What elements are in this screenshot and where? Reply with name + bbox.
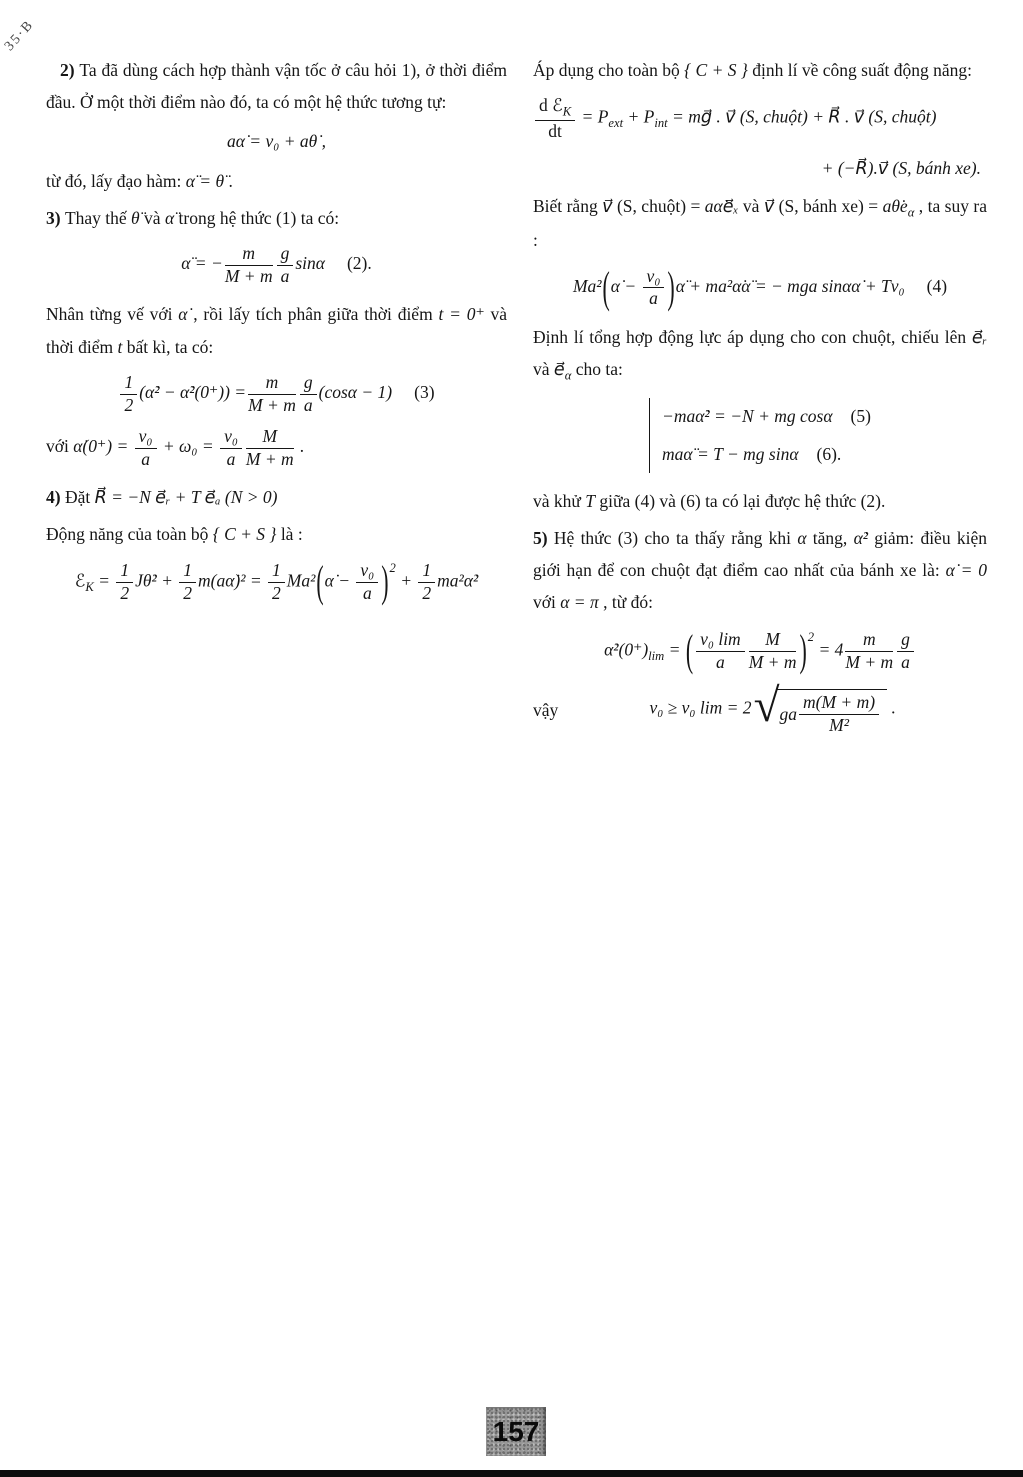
fraction [133, 427, 159, 469]
paragraph-text: (S, chuột) = [612, 195, 705, 216]
paragraph-text: (S, bánh xe) = [774, 195, 883, 216]
math-fragment: + [395, 570, 417, 591]
fraction [533, 96, 577, 141]
left-paren: ( [316, 557, 324, 607]
math-fragment: α̈ + ma²α̇α̈ = − mga sinαα̇ + Tv₀ [675, 275, 905, 296]
right-column [533, 54, 987, 748]
math-fragment: m(aα̇)² = [198, 570, 267, 591]
math-fragment: { C + S } [684, 60, 748, 80]
fraction-denominator: a [901, 651, 910, 672]
paragraph-text: , từ đó: [598, 592, 653, 613]
page-number-badge [486, 1407, 546, 1456]
math-fragment: e⃗ᵣ [971, 326, 987, 347]
fraction [177, 561, 198, 603]
equation-number: (6). [816, 443, 842, 464]
fraction-denominator: a [716, 651, 725, 672]
math-subscript: K [85, 580, 94, 595]
fraction [114, 561, 135, 603]
math-fragment: = mg⃗ . v⃗ (S, chuột) + R⃗ . v⃗ (S, chuột) [667, 106, 937, 127]
math-fragment: ga [779, 704, 797, 725]
paragraph-text: bất kì, ta có: [122, 336, 214, 357]
equation-body [558, 680, 987, 735]
fraction [298, 373, 319, 415]
corner-scan-artifact: 35·B [2, 17, 38, 55]
fraction-numerator: m [225, 244, 273, 266]
fraction-numerator: 1 [120, 373, 137, 395]
paragraph-text: và khử [533, 491, 586, 512]
math-fragment: α [797, 527, 807, 548]
paragraph-velocities [533, 190, 987, 257]
fraction [266, 561, 287, 603]
math-fragment: t [117, 336, 123, 357]
math-symbol: ℰ [74, 570, 86, 591]
fraction-denominator: 2 [422, 583, 432, 604]
paragraph-text: và [738, 195, 764, 216]
fraction-denominator: M + m [248, 394, 296, 415]
fraction-numerator: m [248, 373, 296, 395]
equation-initial-condition [46, 427, 507, 469]
equation-v0-conclusion [533, 680, 987, 735]
paragraph-text: . [224, 171, 233, 192]
fraction [118, 373, 139, 415]
equation-4 [533, 262, 987, 312]
text-fragment: với [46, 436, 74, 457]
page-number: 157 [492, 1415, 540, 1447]
paragraph-text: định lí về công suất động năng: [747, 60, 972, 80]
math-subscript: α [907, 205, 915, 220]
equation-number: (4) [926, 275, 948, 296]
paragraph-text: , ta suy ra : [533, 195, 987, 251]
right-paren: ) [667, 262, 675, 312]
paragraph-text: Hệ thức (3) cho ta thấy rằng khi [553, 527, 798, 548]
paragraph-text: Thay thế [64, 207, 132, 228]
paragraph-text: và [139, 207, 165, 228]
math-fragment: α̇ = 0 [945, 560, 987, 581]
paragraph-text: tăng, [806, 527, 854, 548]
math-fragment: θ̈ [131, 207, 140, 228]
math-expression: −maα̇² = −N + mg cosα [662, 406, 833, 427]
equation-2 [46, 244, 507, 286]
fraction-numerator: g [897, 630, 914, 652]
fraction [223, 244, 275, 286]
math-fragment: e⃗ [553, 359, 565, 380]
equation-velocity-composition [46, 129, 507, 154]
paragraph-text: trong hệ thức (1) ta có: [174, 207, 340, 228]
math-subscript: lim [648, 648, 665, 663]
paragraph-eliminate-T [533, 485, 987, 517]
equation-system-5-6 [533, 398, 987, 473]
fraction-numerator: v₀ [135, 427, 157, 449]
fraction-denominator: a [362, 583, 372, 604]
paragraph-power-theorem [533, 54, 987, 86]
fraction-denominator: a [280, 265, 290, 286]
equation-power-line2 [533, 154, 981, 182]
math-fragment: (cosα − 1) [318, 382, 393, 403]
paragraph-2 [46, 54, 507, 119]
item-number: 5) [533, 527, 554, 548]
fraction-denominator: M + m [245, 448, 294, 469]
paragraph-text: giảm: điều kiện giới hạn để con chuột đạt điểm cao nhất của bánh xe là: [533, 527, 987, 581]
math-fragment: Ma² [572, 275, 602, 296]
fraction [694, 630, 747, 672]
paragraph-text: Động năng của toàn bộ [46, 523, 213, 544]
paragraph-3 [46, 202, 507, 234]
math-expression: aα̇ = v₀ + aθ̇ , [226, 130, 326, 151]
math-symbol: ℰ [552, 95, 563, 116]
fraction-numerator: v₀ lim [696, 630, 745, 652]
text-fragment: vậy [533, 699, 559, 720]
fraction-numerator: M [246, 427, 294, 449]
left-paren: ( [685, 626, 694, 676]
fraction-denominator: M + m [748, 651, 797, 672]
math-subscript: int [654, 116, 668, 131]
math-fragment: ma²α̇² [437, 570, 479, 591]
fraction-denominator: 2 [124, 394, 134, 415]
paragraph-text: và [533, 359, 554, 380]
fraction [244, 427, 296, 469]
fraction [641, 267, 667, 309]
equation-kinetic-energy [46, 557, 507, 607]
paragraph-5 [533, 522, 987, 619]
fraction-denominator: M + m [845, 651, 894, 672]
fraction-denominator: M + m [224, 265, 273, 286]
paragraph-text: , rồi lấy tích phân giữa thời điểm [187, 304, 439, 325]
math-fragment: { C + S } [212, 523, 277, 544]
paragraph-text: và thời điểm [46, 304, 507, 357]
equation-limit [533, 626, 987, 676]
math-fragment: α = π [560, 592, 599, 613]
paragraph-text: là : [276, 523, 303, 544]
math-fragment: α̈ = − [181, 253, 223, 274]
math-symbol: P [597, 106, 609, 127]
math-fragment: α̈ = θ̈ [185, 171, 225, 192]
fraction-denominator: a [226, 448, 236, 469]
math-subscript: ext [608, 116, 624, 131]
math-fragment: sinα [295, 253, 325, 274]
paragraph-text: cho ta: [571, 359, 623, 380]
fraction-numerator: 1 [268, 561, 285, 583]
item-number: 3) [46, 207, 65, 228]
fraction-denominator: a [649, 288, 658, 309]
differential-d: d [539, 95, 553, 116]
math-expression: maα̈ = T − mg sinα [662, 443, 799, 464]
system-line-2 [662, 436, 871, 474]
math-fragment: aα̇e⃗ₓ [704, 195, 739, 216]
equation-number: (2). [346, 253, 372, 274]
math-fragment: (α̇² − α̇²(0⁺)) = [139, 382, 247, 403]
fraction [246, 373, 298, 415]
math-fragment: + (−R⃗).v⃗ (S, bánh xe). [821, 157, 981, 178]
paragraph-text: Đặt [64, 487, 95, 508]
fraction-numerator: v₀ [220, 427, 242, 449]
paragraph-kinetic-energy [46, 518, 507, 550]
fraction-numerator: 1 [418, 561, 435, 583]
math-fragment: = [93, 570, 115, 591]
math-fragment: + ω₀ = [158, 436, 219, 457]
square-root [753, 680, 888, 735]
math-fragment: α̇² [853, 527, 869, 548]
math-fragment: α̇ [178, 304, 188, 325]
math-fragment: v⃗ [763, 195, 775, 216]
paragraph-text: giữa (4) và (6) ta có lại được hệ thức (2). [595, 491, 886, 512]
paragraph-text: với [533, 592, 561, 613]
fraction-denominator: 2 [272, 583, 281, 604]
math-fragment: α̇²(0⁺) [604, 639, 649, 660]
math-fragment: = 4 [814, 639, 844, 660]
math-subscript: α [564, 368, 572, 383]
fraction [843, 630, 895, 672]
fraction-denominator: a [141, 448, 150, 469]
fraction [218, 427, 244, 469]
fraction-numerator: v₀ [643, 267, 665, 289]
paragraph-dynamics-theorem [533, 321, 987, 388]
paragraph-derivative [46, 165, 507, 197]
fraction-numerator: M [749, 630, 797, 652]
radical-sign: √ [753, 680, 780, 733]
math-fragment: Ma² [286, 570, 316, 591]
math-subscript: K [562, 104, 572, 119]
paragraph-4 [46, 481, 507, 513]
math-fragment: aθ̇e [882, 195, 908, 216]
paragraph-integrate [46, 298, 507, 363]
math-fragment: = [577, 106, 598, 127]
fraction-numerator: g [300, 373, 317, 395]
paragraph-text: từ đó, lấy đạo hàm: [46, 171, 186, 192]
paragraph-text: Ta đã dùng cách hợp thành vận tốc ở câu hỏi 1), ở thời điểm đầu. Ở một thời điểm nào đó, ta có một hệ thức tương tự: [46, 60, 508, 113]
fraction [747, 630, 799, 672]
math-fragment: v₀ ≥ v₀ lim = 2 [649, 698, 752, 719]
fraction [895, 630, 916, 672]
differential-dt: dt [548, 120, 562, 141]
paragraph-text: Định lí tổng hợp động lực áp dụng cho con chuột, chiếu lên [533, 326, 972, 347]
radicand [776, 689, 888, 735]
math-fragment: v⃗ [602, 195, 613, 216]
math-fragment: α̇ − [324, 570, 355, 591]
equation-3 [46, 373, 507, 415]
fraction [797, 693, 881, 735]
item-number: 2) [60, 60, 80, 80]
fraction-denominator: 2 [120, 583, 130, 604]
math-fragment: t = 0⁺ [438, 304, 485, 325]
system-line-1 [662, 398, 871, 436]
math-superscript: 2 [389, 561, 396, 576]
fraction-numerator: 1 [116, 561, 133, 583]
fraction-denominator [535, 121, 575, 142]
math-symbol: P [643, 106, 655, 127]
equation-system [649, 398, 871, 473]
math-superscript: 2 [807, 629, 815, 644]
fraction [275, 244, 296, 286]
fraction-denominator: a [303, 394, 313, 415]
right-paren: ) [799, 626, 807, 676]
equation-number: (3) [414, 382, 435, 403]
fraction-numerator: v₀ [356, 561, 378, 583]
paragraph-text: Nhân từng vế với [46, 304, 179, 325]
paragraph-text: Áp dụng cho toàn bộ [533, 60, 685, 80]
math-fragment: R⃗ = −N e⃗ᵣ + T e⃗ₐ (N > 0) [94, 487, 278, 508]
math-fragment: + [623, 106, 644, 127]
fraction-numerator: m(M + m) [799, 693, 879, 715]
math-fragment: α̈ [164, 207, 175, 228]
fraction [354, 561, 380, 603]
left-paren: ( [602, 262, 610, 312]
math-fragment: Jθ̇² + [135, 570, 178, 591]
fraction-denominator: M² [829, 715, 849, 735]
equation-number: (5) [850, 406, 871, 427]
fraction-numerator [535, 96, 575, 121]
bottom-scan-edge [0, 1470, 1023, 1477]
fraction-numerator: g [277, 244, 294, 266]
math-fragment: . [295, 436, 305, 457]
math-fragment: α̇ − [610, 275, 641, 296]
math-fragment: = [664, 639, 685, 660]
fraction [416, 561, 437, 603]
right-paren: ) [381, 557, 389, 607]
equation-power [533, 96, 987, 141]
math-fragment: α̇(0⁺) = [73, 436, 133, 457]
paragraph-text: Biết rằng [533, 195, 603, 216]
left-column [46, 54, 507, 748]
item-number: 4) [46, 487, 65, 508]
fraction-denominator: 2 [183, 583, 192, 604]
fraction-numerator: m [845, 630, 893, 652]
fraction-numerator: 1 [179, 561, 196, 583]
math-fragment: T [585, 491, 595, 512]
math-fragment: . [887, 698, 896, 719]
